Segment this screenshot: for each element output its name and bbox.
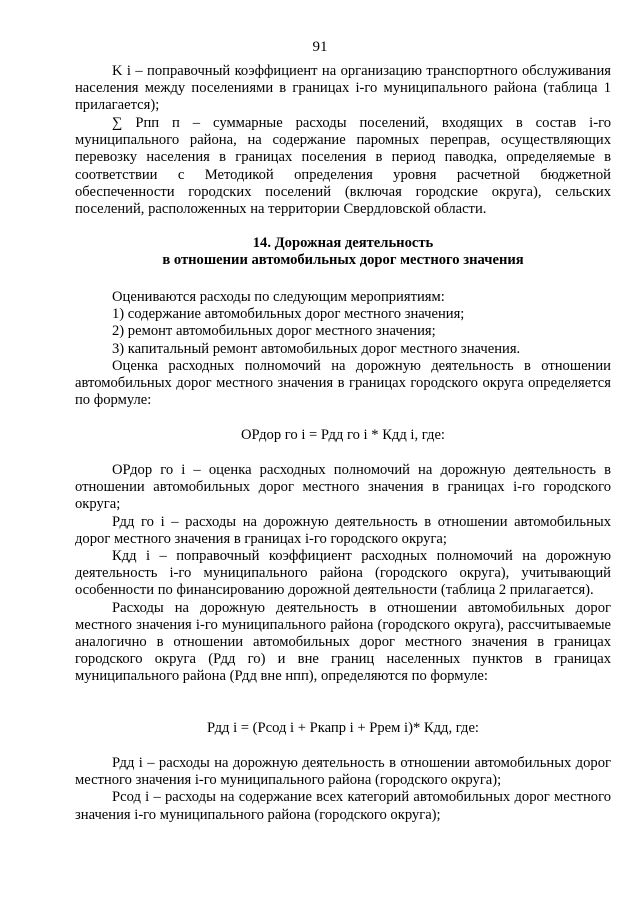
assessment-paragraph: Оценка расходных полномочий на дорожную деятельность в отношении автомобильных дорог местного значения в границах городского округа определяется по формуле: [75, 357, 611, 409]
list-item: 1) содержание автомобильных дорог местного значения; [112, 306, 465, 323]
section-heading [75, 235, 611, 269]
paragraph-k-coefficient [75, 63, 611, 115]
list-item: 3) капитальный ремонт автомобильных дорог местного значения. [112, 340, 521, 357]
section-heading-line-1: 14. Дорожная деятельность [252, 235, 434, 251]
paragraph-text: K i – поправочный коэффициент на организацию транспортного обслуживания населения между поселениями в границах i-го муниципального района (таблица 1 прилагается); [75, 63, 611, 114]
definition-item: ОРдор го i – оценка расходных полномочий на дорожную деятельность в отношении автомобильных дорог местного значения в границах i-го городского округа; [75, 462, 611, 513]
definition-item: Рдд i – расходы на дорожную деятельность в отношении автомобильных дорог местного значения i-го муниципального района (городского округа); [75, 755, 611, 789]
formula-text: Рдд i = (Рсод i + Ркапр i + Ррем i)* Кдд, где: [207, 720, 479, 736]
list-item: 2) ремонт автомобильных дорог местного значения; [112, 323, 436, 340]
measures-list [75, 289, 611, 409]
page-number: 91 [312, 39, 328, 55]
expenses-paragraph: Расходы на дорожную деятельность в отношении автомобильных дорог местного значения i-го муниципального района (городского округа), рассчитываемые аналогично в отношении автомобильных дорог местного значения в границах городского округа (Рдд го) и вне границ населенных пунктов в границах муниципального района (Рдд вне нпп), определяются по формуле: [75, 599, 611, 685]
definition-item: Кдд i – поправочный коэффициент расходных полномочий на дорожную деятельность i-го муниципального района (городского округа), учитывающий особенности по финансированию дорожной деятельности (таблица 2 прилагается). [75, 548, 611, 599]
paragraph-ferry-expenses [75, 115, 611, 218]
formula-1 [75, 427, 611, 444]
formula-text: ОРдор го i = Рдд го i * Кдд i, где: [241, 427, 445, 443]
section-heading-line-2: в отношении автомобильных дорог местного значения [162, 252, 524, 269]
intro-text: Оцениваются расходы по следующим мероприятиям: [112, 289, 445, 305]
definitions-1 [75, 462, 611, 686]
definition-item: Рсод i – расходы на содержание всех категорий автомобильных дорог местного значения i-го муниципального района (городского округа); [75, 789, 611, 823]
definition-item: Рдд го i – расходы на дорожную деятельность в отношении автомобильных дорог местного значения в границах i-го городского округа; [75, 513, 611, 547]
formula-2 [75, 720, 611, 737]
definitions-2 [75, 755, 611, 824]
paragraph-text: ∑ Рпп п – суммарные расходы поселений, входящих в состав i-го муниципального района, на содержание паромных переправ, осуществляющих перевозку населения в границах поселения в период паводка, определяемые в соответствии с Методикой определения уровня расчетной бюджетной обеспеченности городских поселений (включая городские округа), сельских поселений, расположенных на территории Свердловской области. [75, 115, 611, 218]
